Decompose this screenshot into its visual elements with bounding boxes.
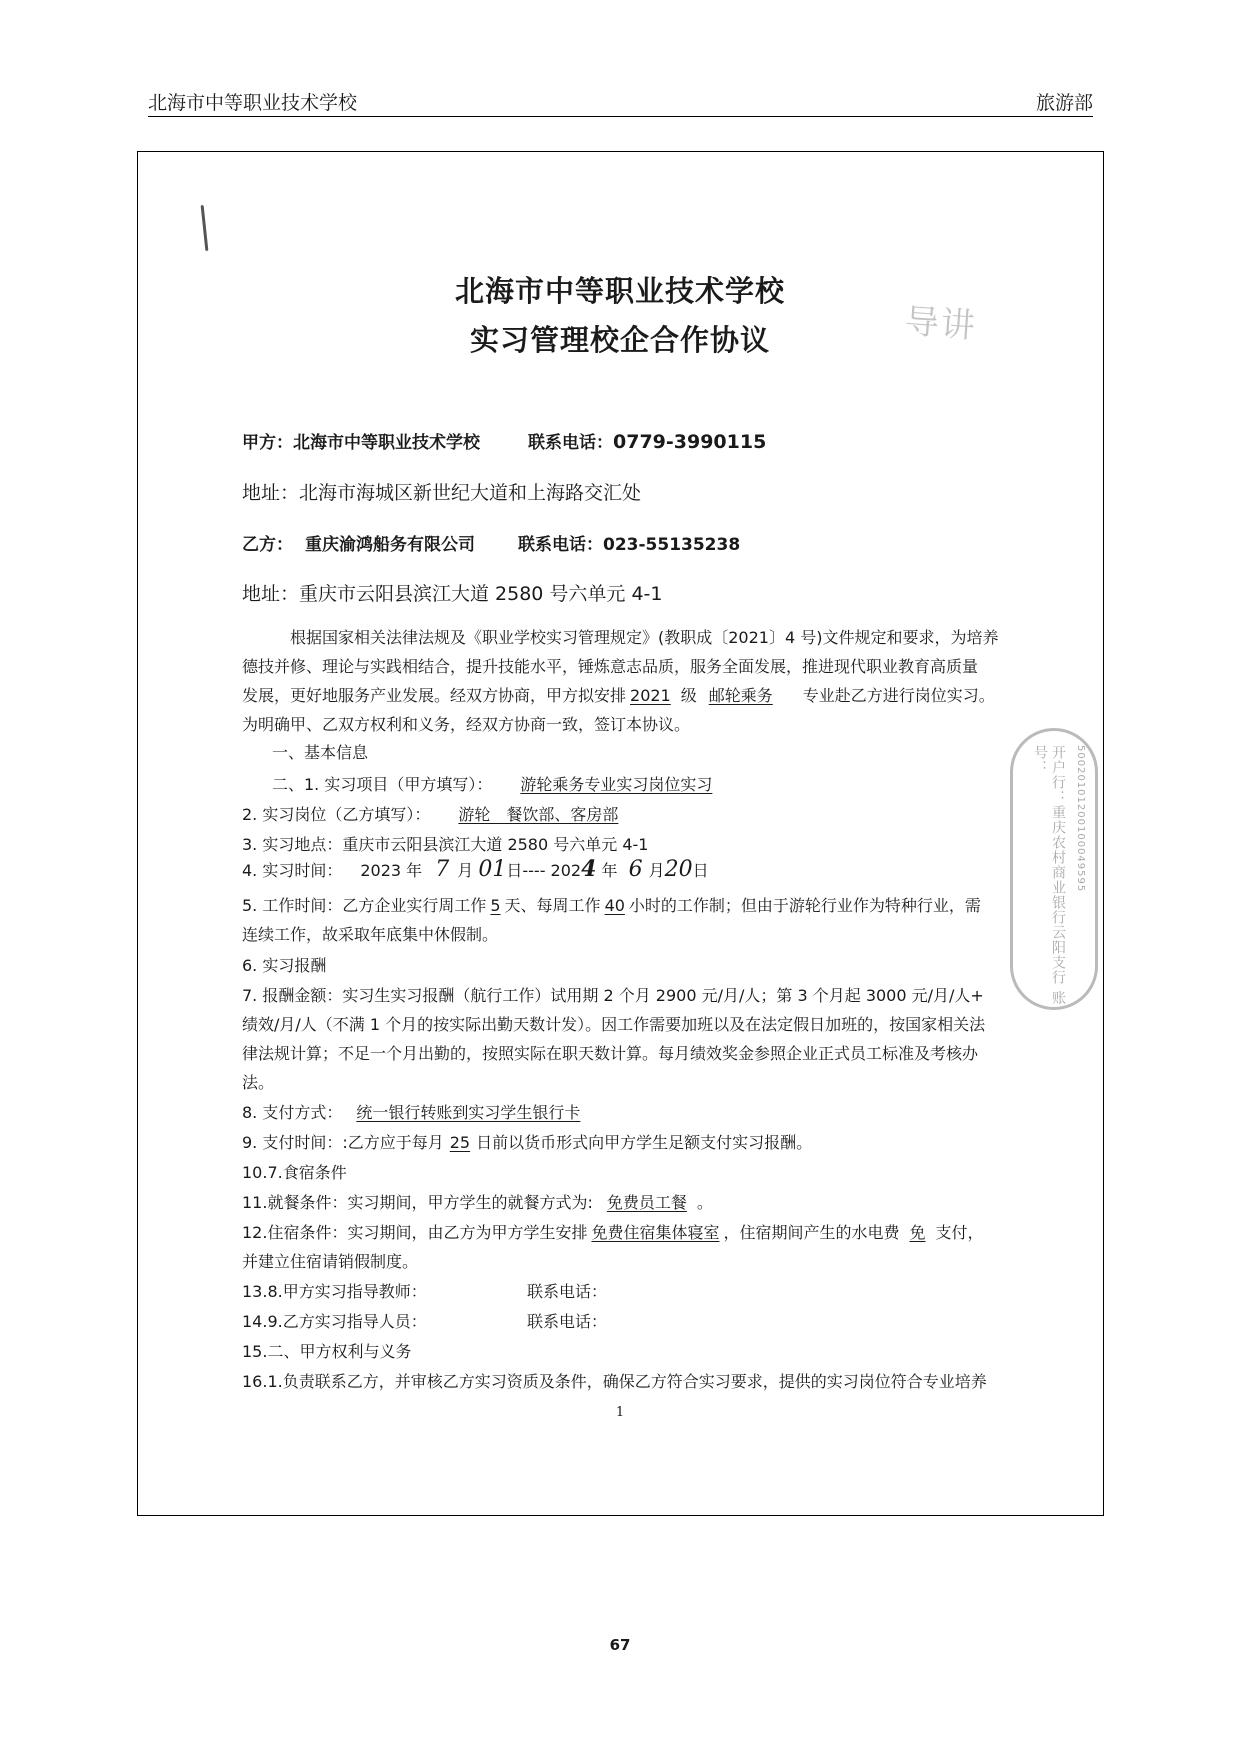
item-15: 15.二、甲方权利与义务 — [242, 1342, 412, 1361]
handwritten-note: 导讲 — [903, 301, 979, 347]
intro-line-2: 德技并修、理论与实践相结合，提升技能水平，锤炼意志品质，服务全面发展，推进现代职业教育高质量 — [242, 657, 979, 676]
party-a-row — [242, 428, 480, 453]
intro-line-3: 发展，更好地服务产业发展。经双方协商，甲方拟安排 2021 级 邮轮乘务 专业赴乙方进行岗位实习。 — [242, 686, 995, 705]
item-2: 2. 实习岗位（乙方填写）： 游轮 餐饮部、客房部 — [242, 802, 628, 825]
header-school: 北海市中等职业技术学校 — [148, 92, 358, 114]
party-b-name: 重庆渝鸿船务有限公司 — [305, 535, 475, 555]
item-13: 13.8.甲方实习指导教师： — [242, 1282, 427, 1301]
item-7-line-2: 绩效/月/人（不满 1 个月的按实际出勤天数计发）。因工作需要加班以及在法定假日加班的，按国家相关法 — [242, 1015, 986, 1034]
party-a-phone-label: 联系电话： — [528, 433, 613, 453]
meal-value: 免费员工餐 — [606, 1193, 687, 1212]
party-b-address: 地址：重庆市云阳县滨江大道 2580 号六单元 4-1 — [242, 583, 663, 605]
item-13-phone-label: 联系电话： — [527, 1282, 608, 1301]
party-b-row — [242, 530, 475, 555]
start-month: 7 — [435, 857, 450, 882]
inner-page-number: 1 — [615, 1405, 625, 1420]
payment-method-value: 统一银行转账到实习学生银行卡 — [356, 1103, 581, 1122]
party-a-phone — [528, 428, 766, 453]
party-a-address: 地址：北海市海城区新世纪大道和上海路交汇处 — [242, 482, 642, 504]
project-value: 游轮乘务专业实习岗位实习 — [520, 775, 713, 794]
page-number: 67 — [609, 1636, 631, 1654]
item-7-line-4: 法。 — [242, 1073, 275, 1092]
pay-day-value: 25 — [449, 1133, 471, 1152]
major-value: 邮轮乘务 — [708, 686, 773, 705]
intro-line-4: 为明确甲、乙双方权利和义务，经双方协商一致，签订本协议。 — [242, 715, 691, 734]
item-11: 11.就餐条件：实习期间，甲方学生的就餐方式为: 免费员工餐 。 — [242, 1193, 713, 1212]
end-year-digit: 4 — [581, 856, 597, 882]
item-7-line-1: 7. 报酬金额：实习生实习报酬（航行工作）试用期 2 个月 2900 元/月/人；第 3 个月起 3000 元/月/人+ — [242, 986, 984, 1005]
item-7-line-3: 律法规计算；不足一个月出勤的，按照实际在职天数计算。每月绩效奖金参照企业正式员工标准及考核办 — [242, 1044, 979, 1063]
work-days-value: 5 — [490, 896, 501, 915]
party-b-label: 乙方： — [242, 535, 293, 555]
bank-stamp: 开户行：重庆农村商业银行云阳支行 账号： 50020101200100049595 — [1010, 728, 1098, 1010]
item-6: 6. 实习报酬 — [242, 956, 327, 975]
section-basic-info: 一、基本信息 — [272, 743, 369, 762]
item-9: 9. 支付时间：:乙方应于每月 25 日前以货币形式向甲方学生足额支付实习报酬。 — [242, 1133, 813, 1152]
document-title-line1: 北海市中等职业技术学校 — [454, 274, 785, 308]
header-department: 旅游部 — [1035, 92, 1093, 114]
document-title-line2: 实习管理校企合作协议 — [469, 323, 770, 357]
item-14: 14.9.乙方实习指导人员： — [242, 1312, 427, 1331]
item-12: 12.住宿条件：实习期间，由乙方为甲方学生安排 免费住宿集体寝室 ，住宿期间产生的水电费 免 支付， — [242, 1223, 984, 1242]
utility-fee-value: 免 — [909, 1223, 926, 1242]
party-b-phone: 联系电话：023-55135238 — [518, 535, 741, 555]
item-10: 10.7.食宿条件 — [242, 1163, 347, 1182]
work-hours-value: 40 — [604, 896, 625, 915]
start-day: 01 — [478, 857, 507, 882]
item-8: 8. 支付方式： 统一银行转账到实习学生银行卡 — [242, 1103, 581, 1122]
item-14-phone-label: 联系电话： — [527, 1312, 608, 1331]
party-a-phone-value: 0779-3990115 — [613, 431, 767, 453]
intro-line-1: 根据国家相关法律法规及《职业学校实习管理规定》(教职成〔2021〕4 号)文件规定和要求，为培养 — [290, 628, 999, 647]
housing-value: 免费住宿集体寝室 — [591, 1223, 720, 1242]
grade-value: 2021 — [630, 686, 671, 705]
item-5-cont: 连续工作，故采取年底集中休假制。 — [242, 925, 499, 944]
position-value: 游轮 餐饮部、客房部 — [458, 805, 619, 824]
item-12-cont: 并建立住宿请销假制度。 — [242, 1252, 419, 1271]
item-1: 二、1. 实习项目（甲方填写）： 游轮乘务专业实习岗位实习 — [272, 775, 713, 794]
end-day: 20 — [664, 857, 693, 882]
end-month: 6 — [628, 857, 643, 882]
item-16: 16.1.负责联系乙方，并审核乙方实习资质及条件，确保乙方符合实习要求，提供的实习岗位符合专业培养 — [242, 1372, 987, 1391]
running-header — [148, 86, 1093, 117]
item-4: 4. 实习时间： 2023 年 7 月 01日---- 2024 年 6 月20日 — [242, 856, 709, 882]
party-a-label: 甲方：北海市中等职业技术学校 — [242, 433, 480, 453]
item-3: 3. 实习地点：重庆市云阳县滨江大道 2580 号六单元 4-1 — [242, 835, 649, 854]
item-5: 5. 工作时间：乙方企业实行周工作 5 天、每周工作 40 小时的工作制；但由于游轮行业作为特种行业，需 — [242, 896, 981, 915]
